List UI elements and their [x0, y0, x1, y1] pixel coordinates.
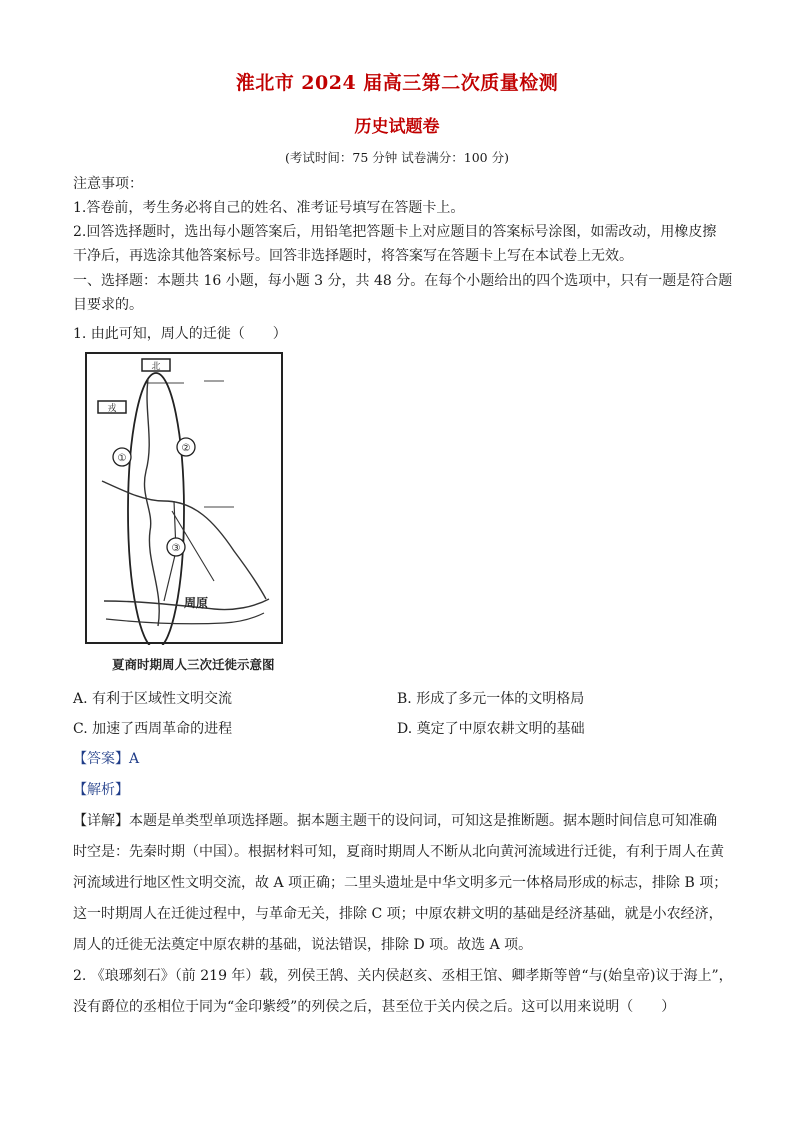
q1-detail-line: 时空是：先秦时期（中国）。根据材料可知，夏商时期周人不断从北向黄河流域进行迁徙，有利于周人在黄 [73, 844, 724, 860]
map-label-zhouyuan: 周原 [184, 596, 209, 610]
note-item-2: 2.回答选择题时，选出每小题答案后，用铅笔把答题卡上对应题目的答案标号涂图，如需改动，用橡皮擦 [73, 224, 717, 240]
exam-subtitle: 历史试题卷 [354, 117, 440, 137]
map-label-rong: 戎 [107, 404, 117, 414]
q1-option-a[interactable]: A. 有利于区域性文明交流 [73, 691, 233, 707]
map-label-north: 北 [151, 362, 161, 372]
note-item-1: 1.答卷前，考生务必将自己的姓名、准考证号填写在答题卡上。 [73, 200, 465, 216]
q1-answer: 【答案】A [73, 751, 140, 767]
route-label-3: ③ [171, 543, 181, 554]
note-item-2-cont: 干净后，再选涂其他答案标号。回答非选择题时，将答案写在答题卡上写在本试卷上无效。 [73, 248, 633, 264]
q1-detail-line: 【详解】本题是单类型单项选择题。据本题主题干的设问词，可知这是推断题。据本题时间信息可知准确 [73, 813, 717, 829]
q1-figure-caption: 夏商时期周人三次迁徙示意图 [112, 657, 275, 672]
q1-migration-map [84, 351, 284, 645]
route-label-2: ② [181, 443, 191, 454]
q1-detail-line: 河流域进行地区性文明交流，故 A 项正确；二里头遗址是中华文明多元一体格局形成的标志，排除 B 项； [73, 875, 728, 891]
q2-stem-line: 没有爵位的丞相位于同为“金印紫绶”的列侯之后，甚至位于关内侯之后。这可以用来说明（ ） [73, 999, 676, 1015]
q2-stem-line: 2. 《琅琊刻石》（前 219 年）载，列侯王鹄、关内侯赵亥、丞相王馆、卿孝斯等曾“与(始皇帝)议于海上”， [73, 968, 733, 984]
q1-option-d[interactable]: D. 奠定了中原农耕文明的基础 [397, 721, 585, 737]
q1-detail-line: 这一时期周人在迁徙过程中，与革命无关，排除 C 项；中原农耕文明的基础是经济基础，就是小农经济， [73, 906, 723, 922]
q1-analysis-label: 【解析】 [73, 782, 129, 798]
exam-title: 淮北市 2024 届高三第二次质量检测 [235, 72, 559, 94]
q1-option-b[interactable]: B. 形成了多元一体的文明格局 [397, 691, 585, 707]
q1-option-c[interactable]: C. 加速了西周革命的进程 [73, 721, 233, 737]
section-instruction: 一、选择题：本题共 16 小题，每小题 3 分，共 48 分。在每个小题给出的四个选项中，只有一题是符合题 [73, 273, 733, 289]
q1-detail-line: 周人的迁徙无法奠定中原农耕的基础，说法错误，排除 D 项。故选 A 项。 [73, 937, 533, 953]
q1-stem: 1. 由此可知，周人的迁徙（ ） [73, 326, 287, 342]
route-label-1: ① [117, 453, 127, 464]
section-instruction-cont: 目要求的。 [73, 297, 143, 313]
notes-heading: 注意事项： [73, 176, 143, 192]
exam-info: (考试时间：75 分钟 试卷满分：100 分) [285, 150, 509, 165]
